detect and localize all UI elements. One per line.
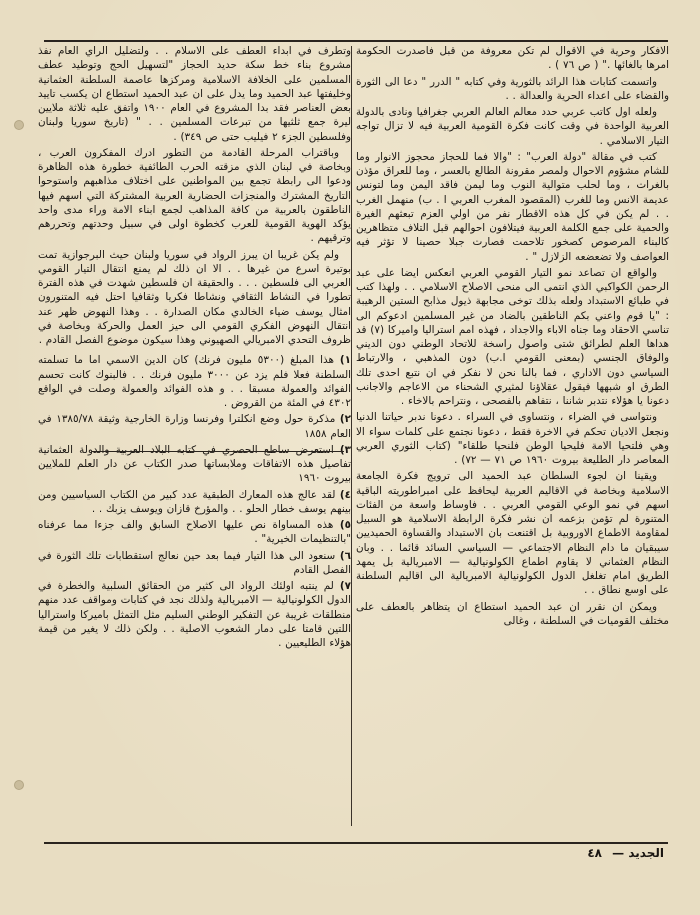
footnote <box>38 549 351 578</box>
footnote-number: ٧) <box>339 580 351 592</box>
footnote <box>38 518 351 547</box>
paragraph: ويمكن ان نقرر ان عبد الحميد استطاع ان يتظاهر بالعطف على مختلف القوميات في السلطنة ، وغالى <box>356 600 669 627</box>
footnote-text: استعرض ساطع الحصري في كتابه البلاد العربية والدولة العثمانية تفاصيل هذه الاتفاقات وملابساتها صدر الكتاب عن دار العلم للملايين بيروت ١٩٦٠ <box>38 443 351 485</box>
punch-hole-mark <box>14 780 24 790</box>
footnote-number: ٦) <box>339 549 352 562</box>
footnote-text: لم ينتبه اولئك الرواد الى كثير من الحقائق السلبية والخطرة في الدول الكولونيالية — الامبريالية ولذلك نجد في كتابات ومواقف عدد منهم منطلقات غريبة عن التفكير الوطني السليم مثل التمثل باميركا واستراليا اللتين قامتا على دمار الشعوب الاصلية . . ولكن ذلك لا يغير من قيمة هؤلاء الطليعيين . <box>37 580 351 649</box>
footnote <box>38 412 351 441</box>
right-column <box>356 44 669 630</box>
footnotes <box>38 353 351 650</box>
page-footer <box>587 846 664 860</box>
punch-hole-mark <box>14 120 24 130</box>
paragraph: وباقتراب المرحلة القادمة من التطور ادرك المفكرون العرب ، وبخاصة في لبنان الذي مزقته الحرب الطائفية خطورة هذه الظاهرة ودعوا الى رابطة تجمع بين المواطنين على اختلاف مذاهبهم واستوحوا التاريخ المشترك والمنجزات الحضارية العربية المشتركة التي اسهم فيها الناطقون بالعربية من كافة المذاهب لجمع ابناء الامة وراء مدى واحد يؤكد الهوية القومية للعرب كخطوة اولى في سبيل وحدتهم وتحررهم وترقيهم . <box>38 146 351 245</box>
left-column <box>38 44 351 652</box>
paragraph: واتسمت كتابات هذا الرائد بالثورية وفي كتابه " الدرر " دعا الى الثورة والقضاء على اعداء الحرية والعدالة . . <box>356 75 669 102</box>
footnote-number: ١) <box>339 354 351 367</box>
footnote-text: هذا المبلغ (٥٣٠٠ مليون فرنك) كان الدين الاسمي اما ما تسلمته السلطنة فعلا فلم يزد عن ٣٠٠٠ مليون فرنك . . فالبنوك كانت تحسم الفوائد والعمولة مسبقا . . و هذه الفوائد والعمولة وصلت في الواقع ٤٣٠٢ في المئة من القروض . <box>38 354 351 409</box>
footnotes-rule <box>92 451 344 452</box>
footnote <box>38 443 351 486</box>
footnote-number: ٤) <box>339 488 351 501</box>
paragraph: ولعله اول كاتب عربي حدد معالم العالم العربي جغرافيا ونادى بالدولة العربية الواحدة في وقت كانت فكرة القومية العربية فيه لا تزال تواجه التيار الاسلامي . <box>356 106 669 147</box>
paragraph: كتب في مقالة "دولة العرب" : "والا فما للحجاز محجوز الانوار وما للشام مشؤوم الاحوال ولمصر مقرونة الطالع بالعسر ، وما للعراق مؤذن بالغرات ، وما لحلب متوالية النوب وما ليمن فاقد اليمن وما لتونس عديمة الانس وما للغرب (المقصود المغرب العربي ا . ب) منهمل الغرب . . لم يكن في كل هذه الاقطار نفر من اولي العزم تبعثهم الغيرة والحمية على جمع الكلمة العربية فيتلافون احوالهم قبل التلاف متظاهرين كالبناء المرصوص كصخور تلاحمت فصارت جبلا حصينا لا تؤثر فيه العواصف ولا تضعضعه الزلازل " . <box>356 150 669 263</box>
paragraph: ونتواسى في الضراء ، ونتساوى في السراء . دعونا ندبر حياتنا الدنيا ونجعل الاديان تحكم في الاخرة فقط ، دعونا نجتمع على كلمات سواء الا وهي فلتحيا الامة فليحيا الوطن فلنحيا طلقاء" (كتاب الثوري العربي المعاصر دار الطليعة بيروت ١٩٦٠ ص ٧١ — ٧٢) . <box>356 411 669 466</box>
paragraph: الافكار وحرية في الاقوال لم تكن معروفة من قبل فاصدرت الحكومة امرها بالغائها ." ( ص ٧٦ ) . <box>356 45 669 72</box>
footnote-number: ٢) <box>339 413 351 426</box>
footnote <box>38 353 351 410</box>
footnote-text: هذه المساواة نص عليها الاصلاح السابق والف جزءا مما عرفناه "بالتنظيمات الخيرية" . <box>38 519 351 546</box>
footer-rule <box>44 842 668 844</box>
paragraph: ولم يكن غريبا ان يبرز الرواد في سوريا ولبنان حيث البرجوازية تمت بوتيرة اسرع من غيرها . . الا ان ذلك لم يمنع انتقال التيار القومي العربي الى فلسطين . . . والحقيقة ان فلسطين شهدت في هذه الفترة تطورا في النشاط الثقافي ونشاطا فكريا وثقافيا احتل فيه المتنورون امثال يوسف ضياء الخالدي مكان الصدارة . . وهذا النهوض ظهر عند انتقال النهوض الفكري القومي الى حيز العمل والحركة وبخاصة في ظروف التحدي الامبريالي الصهيوني وهذا سيكون موضوع الفصل القادم . <box>38 248 351 346</box>
footnote-text: مذكرة حول وضع انكلترا وفرنسا وزارة الخارجية وثيقة ١٣٨٥/٧٨ في العام ١٨٥٨ <box>38 413 351 440</box>
page-number: ٤٨ <box>587 846 602 860</box>
footnote <box>38 488 351 517</box>
paragraph: ويقينا ان لجوء السلطان عبد الحميد الى ترويج فكرة الجامعة الاسلامية وبخاصة في الاقاليم العربية ليحافظ على امبراطوريته الباقية اسهم في نمو الوعي القومي العربي . . فاوساط واسعة من الفئات المتنورة لم تؤمن بزعمه ان نشر فكرة الرابطة الاسلامية هو السبيل لمقاومة الاطماع الاوروبية بل اقتنعت بان الاستبداد والقساوة الحميديين سيبقيان ما دام النظام الاجتماعي — السياسي السائد قائما . . وبان النظام العثماني لا يقاوم اطماع الكولونيالية — الامبريالية بل يمهد الطريق امام تغلغل الدول الكولونيالية الامبريالية الى اقاليم السلطنة على اوسع نطاق . . <box>356 470 669 597</box>
footnote-number: ٣) <box>339 443 351 456</box>
footnote-text: سنعود الى هذا التيار فيما بعد حين نعالج استقطابات تلك الثورة في الفصل القادم <box>38 549 351 576</box>
top-rule <box>44 40 668 42</box>
paragraph: وتطرف في ابداء العطف على الاسلام . . ولتضليل الراي العام نفذ مشروع بناء خط سكة حديد الحجاز "لتسهيل الحج وتوطيد عطف المسلمين على الخلافة الاسلامية ومركزها عاصمة السلطنة العثمانية وخليفتها عبد الحميد وما يدل على ان عبد الحميد استطاع ان يكسب تاييد بعض العناصر فقد بدا المشروع في العام ١٩٠٠ واتفق عليه ثلاثة ملايين ليرة جمع ثلثيها من تبرعات المسلمين . . " (تاريخ سوريا ولبنان وفلسطين الجزء ٢ فيليب حتى ص ٣٤٩) . <box>38 45 351 143</box>
magazine-name: الجديد — <box>612 846 664 860</box>
footnote <box>38 579 351 650</box>
paragraph: والواقع ان تصاعد نمو التيار القومي العربي انعكس ايضا على عبد الرحمن الكواكبي الذي انتمى الى منحى الاصلاح الاسلامي . . ولهذا كتب في طبائع الاستبداد ولعله بذلك توخى مجابهة ذيول مذابح الستين الرهيبة : "يا قوم واعني بكم الناطقين بالضاد من غير المسلمين ادعوكم الى تناسي الاحقاد وما جناه الاباء والاجداد ، فهذه امم استراليا واميركا (٧) قد هداها العلم لطرائق شتى واصول راسخة للاتحاد الوطني دون الديني والوفاق الجنسي (بمعنى القومي ا.ب) دون المذهبي ، والارتباط السياسي دون الاداري ، فما بالنا نحن لا نفكر في ان نتبع احدى تلك الطرق او شبهها فيقول عقلاؤنا لمثيري الشحناء من الاعاجم والاجانب دعونا يا هؤلاء نتدبر شاننا ، نتفاهم بالفصحى ، ونتراحم بالاخاء . <box>356 266 669 407</box>
column-divider <box>351 46 352 826</box>
footnote-number: ٥) <box>339 519 351 531</box>
footnote-text: لقد عالج هذه المعارك الطبقية عدد كبير من الكتاب السياسيين ومن بينهم يوسف خطار الحلو . . والمؤرخ قازان ويوسف يزبك . . <box>38 488 351 515</box>
